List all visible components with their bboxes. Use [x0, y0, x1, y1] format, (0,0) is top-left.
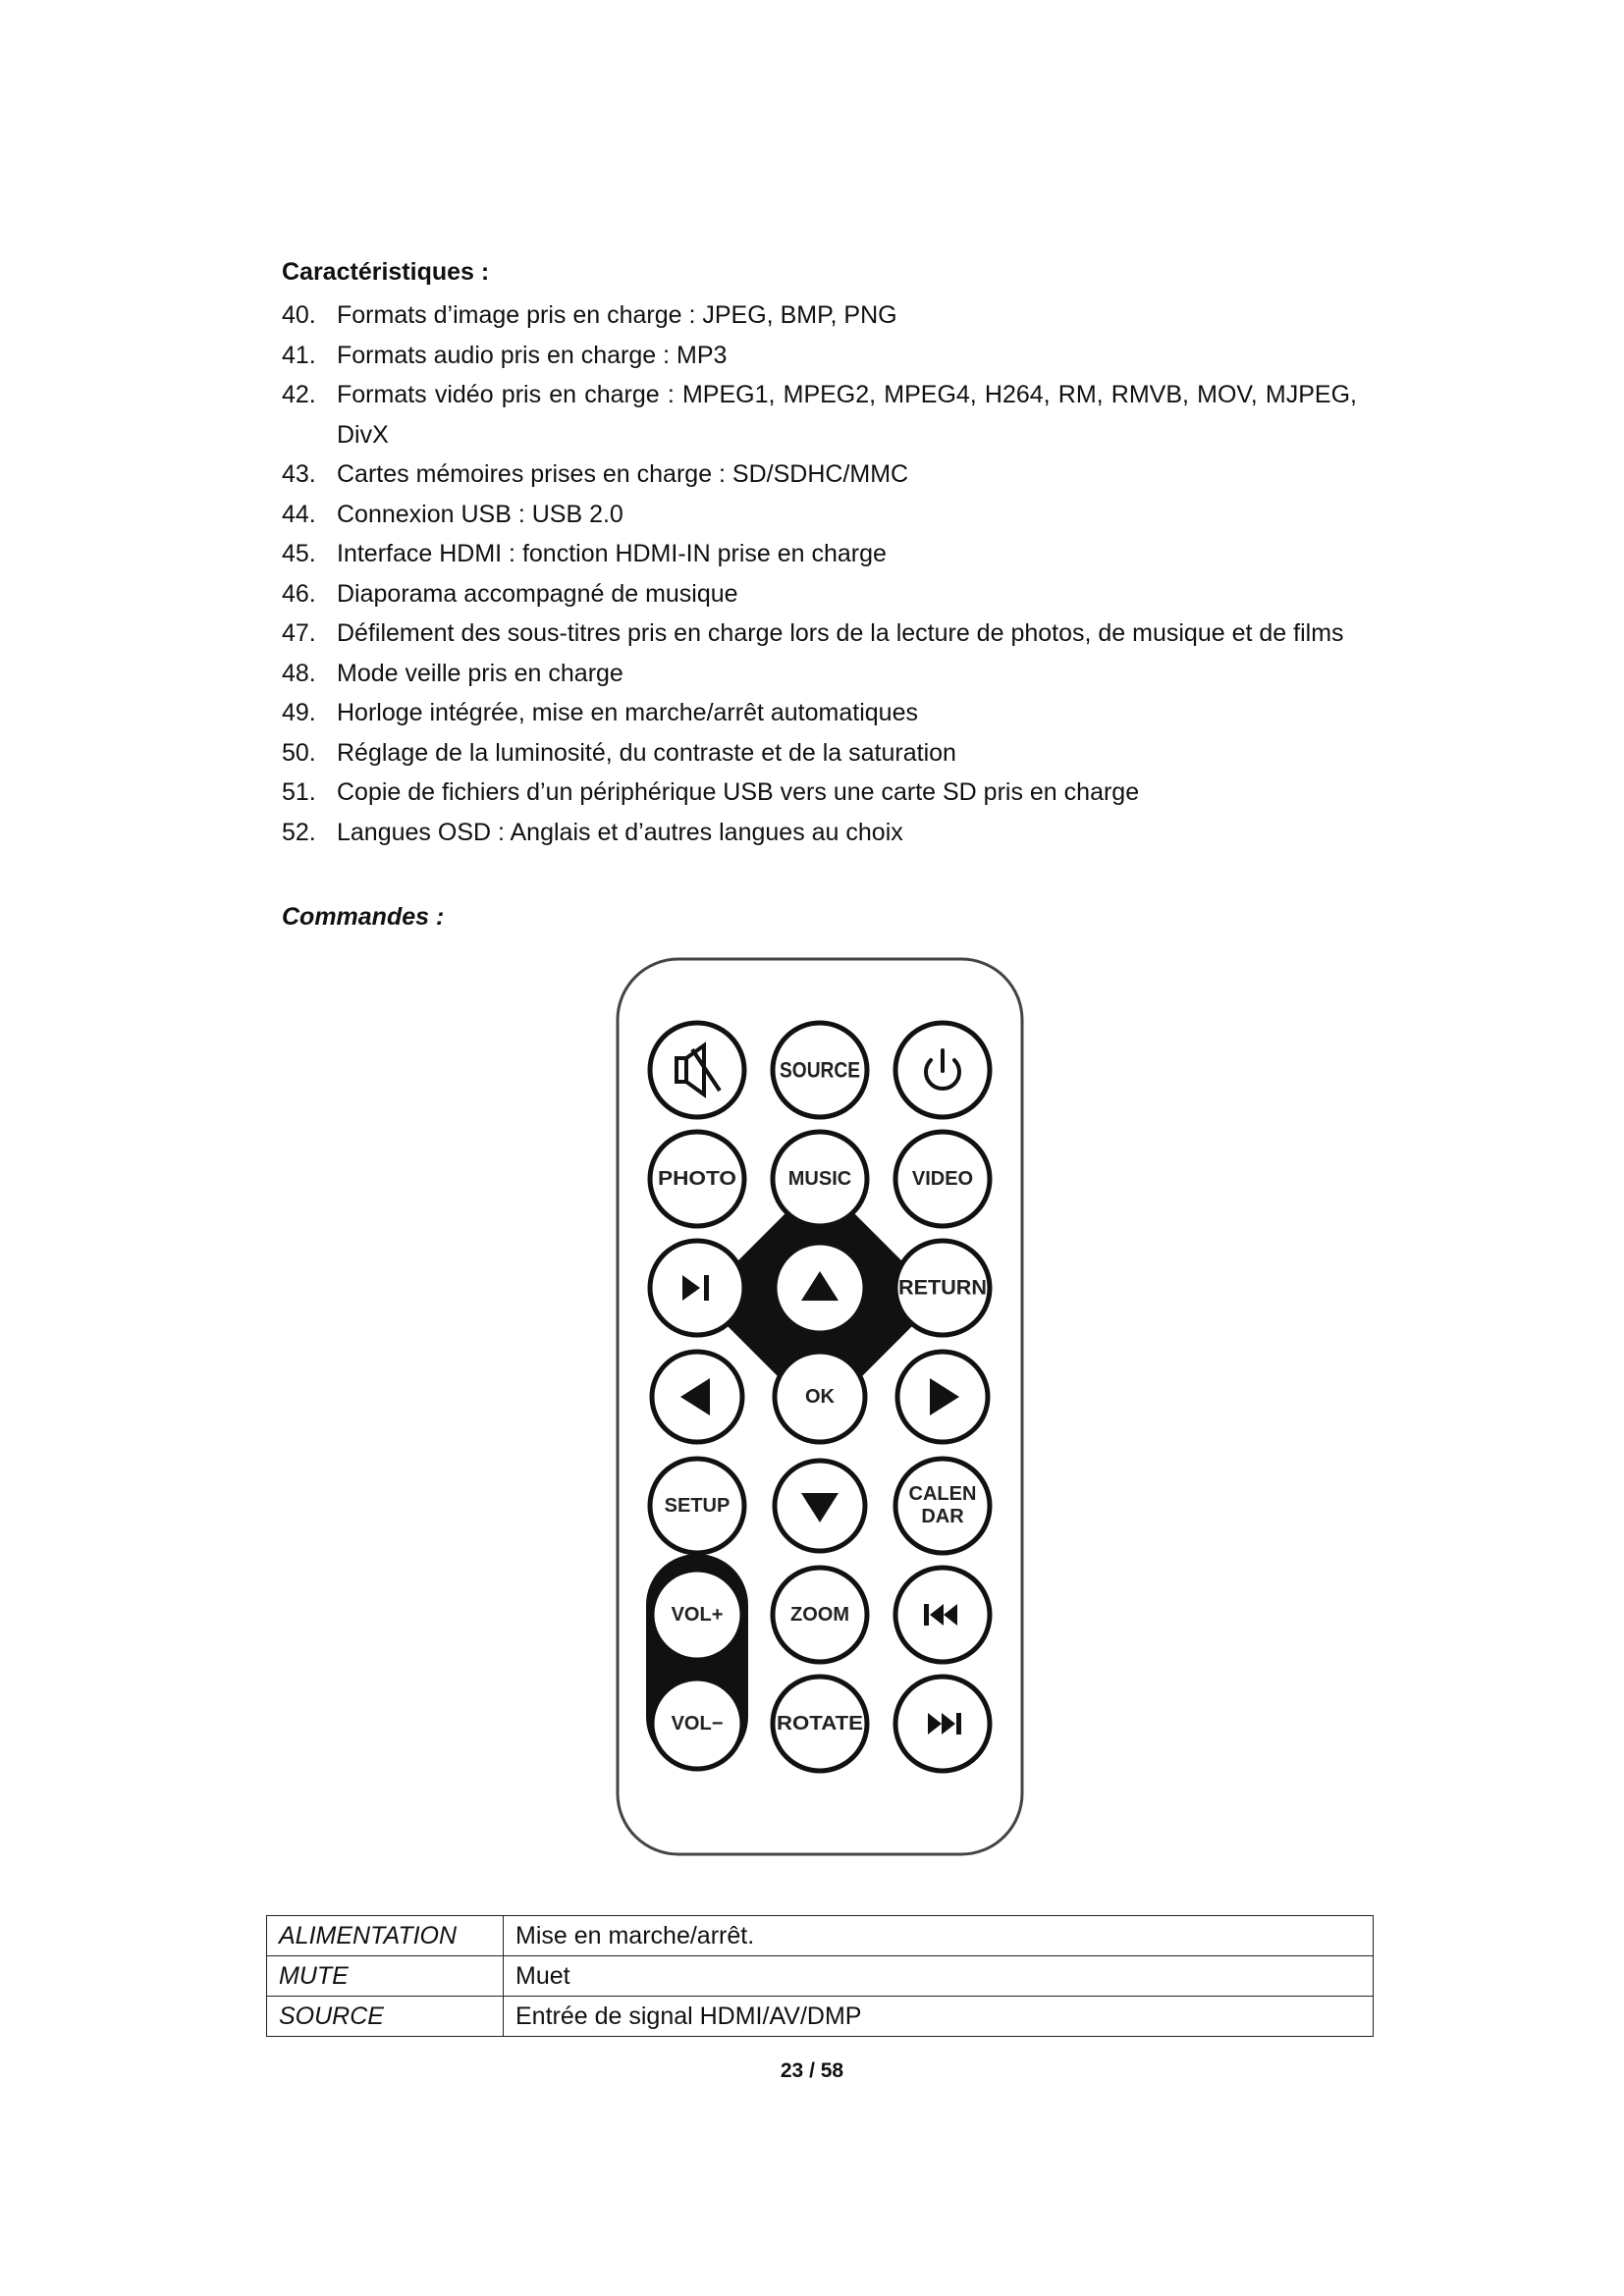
volume-up-label: VOL+: [671, 1604, 724, 1626]
list-item: [282, 495, 1357, 535]
zoom-button: [773, 1568, 867, 1662]
item-number: 42.: [282, 381, 316, 408]
calendar-label-line1: CALEN: [908, 1483, 977, 1505]
page-number: 23 / 58: [780, 2059, 844, 2082]
list-item: [282, 454, 1357, 495]
list-item: [282, 574, 1357, 614]
table-cell-value: Mise en marche/arrêt.: [504, 1916, 1374, 1956]
down-button: [775, 1461, 865, 1551]
mute-button: [650, 1023, 744, 1117]
music-button: [773, 1132, 867, 1226]
video-label: VIDEO: [911, 1168, 974, 1190]
item-text: Interface HDMI : fonction HDMI-IN prise en charge: [337, 540, 887, 567]
commands-table: [266, 1915, 1374, 2037]
table-cell-key: ALIMENTATION: [267, 1916, 504, 1956]
list-item: [282, 336, 1357, 376]
rotate-label: ROTATE: [777, 1713, 863, 1735]
table-cell-value: Muet: [504, 1956, 1374, 1997]
setup-label: SETUP: [664, 1495, 731, 1517]
list-item: [282, 733, 1357, 774]
return-button: [895, 1241, 990, 1335]
item-text: Formats d’image pris en charge : JPEG, BMP, PNG: [337, 301, 897, 329]
remote-control-illustration: [614, 955, 1026, 1858]
item-text: Défilement des sous-titres pris en charge lors de la lecture de photos, de musique et de films: [337, 619, 1344, 647]
item-number: 40.: [282, 301, 316, 329]
item-text: Formats audio pris en charge : MP3: [337, 341, 728, 369]
next-button: [895, 1677, 990, 1771]
item-number: 52.: [282, 818, 316, 846]
item-text: Réglage de la luminosité, du contraste et de la saturation: [337, 738, 956, 767]
source-button: [773, 1023, 867, 1117]
return-label: RETURN: [898, 1276, 987, 1300]
source-label: SOURCE: [780, 1057, 860, 1083]
item-number: 46.: [282, 579, 316, 608]
calendar-button: [895, 1459, 990, 1553]
photo-label: PHOTO: [658, 1168, 736, 1190]
ok-label: OK: [805, 1386, 835, 1408]
item-number: 43.: [282, 460, 316, 488]
video-button: [895, 1132, 990, 1226]
item-number: 45.: [282, 540, 316, 567]
table-row: [267, 1997, 1374, 2037]
calendar-label-line2: DAR: [921, 1506, 964, 1527]
table-cell-key: MUTE: [267, 1956, 504, 1997]
item-number: 50.: [282, 738, 316, 767]
item-number: 49.: [282, 699, 316, 726]
list-item: [282, 295, 1357, 336]
item-text: Connexion USB : USB 2.0: [337, 500, 623, 528]
music-label: MUSIC: [787, 1168, 852, 1190]
item-number: 48.: [282, 659, 316, 687]
commands-heading: Commandes :: [282, 903, 445, 931]
power-button: [895, 1023, 990, 1117]
item-number: 41.: [282, 341, 316, 369]
list-item: [282, 654, 1357, 694]
ok-button: [775, 1352, 865, 1442]
table-cell-key: SOURCE: [267, 1997, 504, 2037]
table-row: [267, 1956, 1374, 1997]
list-item: [282, 813, 1357, 853]
list-item: [282, 773, 1357, 813]
rotate-button: [773, 1677, 867, 1771]
right-button: [897, 1352, 988, 1442]
photo-button: [650, 1132, 744, 1226]
table-cell-value: Entrée de signal HDMI/AV/DMP: [504, 1997, 1374, 2037]
table-row: [267, 1916, 1374, 1956]
item-number: 47.: [282, 619, 316, 647]
item-text: Diaporama accompagné de musique: [337, 579, 738, 608]
play-pause-button: [650, 1241, 744, 1335]
item-text: Formats vidéo pris en charge : MPEG1, MPEG2, MPEG4, H264, RM, RMVB, MOV, MJPEG, DivX: [337, 381, 1357, 449]
up-button: [775, 1243, 865, 1333]
volume-down-button: [652, 1679, 742, 1769]
volume-up-button: [652, 1570, 742, 1660]
list-item: [282, 693, 1357, 733]
left-button: [652, 1352, 742, 1442]
item-text: Mode veille pris en charge: [337, 659, 623, 687]
volume-down-label: VOL−: [671, 1713, 724, 1735]
list-item: [282, 534, 1357, 574]
item-number: 51.: [282, 778, 316, 806]
item-number: 44.: [282, 500, 316, 528]
features-heading: Caractéristiques :: [282, 258, 490, 286]
previous-button: [895, 1568, 990, 1662]
features-list: [282, 295, 1357, 852]
item-text: Langues OSD : Anglais et d’autres langues au choix: [337, 818, 903, 846]
list-item: [282, 375, 1357, 454]
list-item: [282, 614, 1357, 654]
item-text: Horloge intégrée, mise en marche/arrêt automatiques: [337, 699, 918, 726]
item-text: Cartes mémoires prises en charge : SD/SDHC/MMC: [337, 460, 909, 488]
item-text: Copie de fichiers d’un périphérique USB vers une carte SD pris en charge: [337, 778, 1140, 806]
zoom-label: ZOOM: [790, 1604, 849, 1626]
setup-button: [650, 1459, 744, 1553]
